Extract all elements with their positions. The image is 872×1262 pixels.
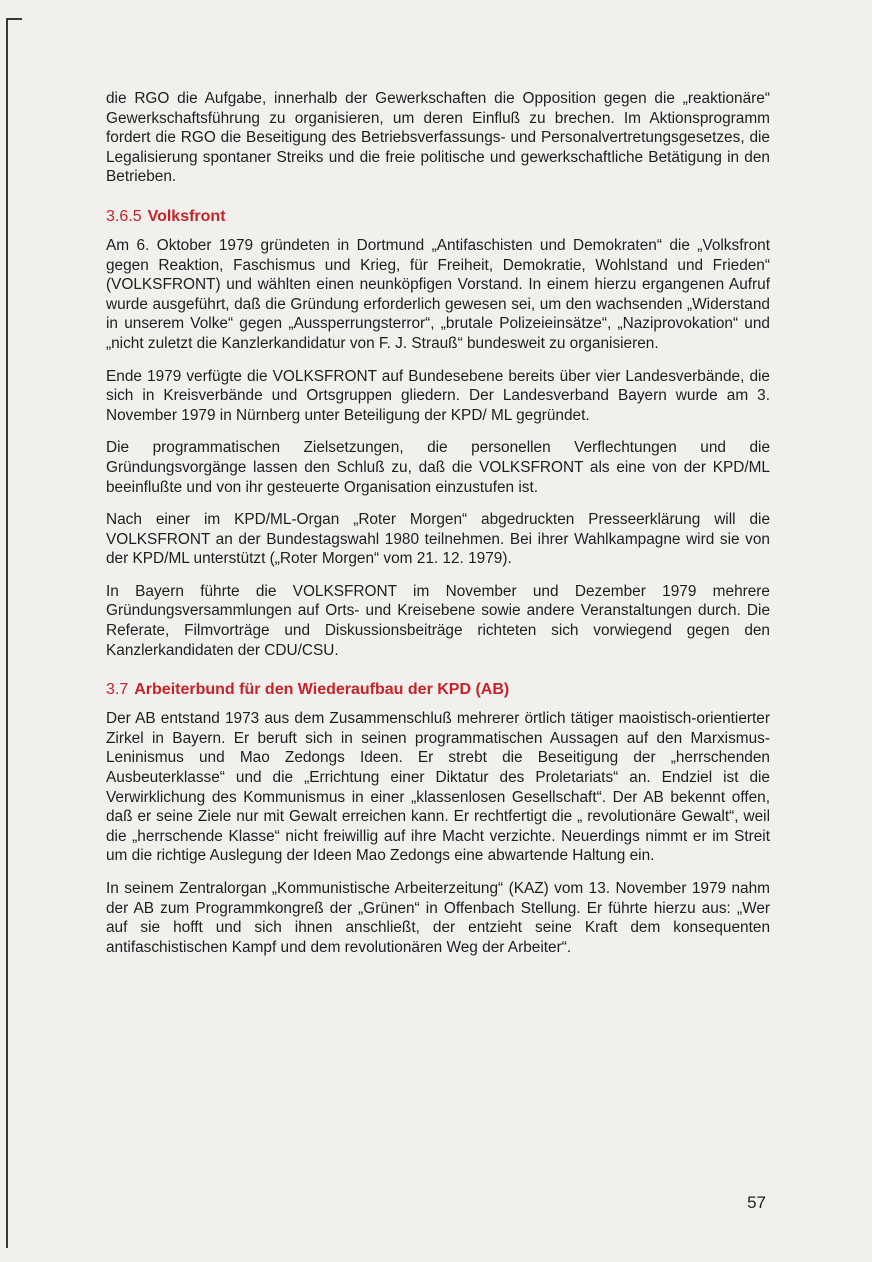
paragraph-volksfront-bayern: In Bayern führte die VOLKSFRONT im November und Dezember 1979 mehrere Gründungsversammlungen auf Orts- und Kreisebene sowie andere Veranstaltungen durch. Die Referate, Filmvorträge und Diskussionsbeiträge richteten sich vorwiegend gegen den Kanzlerkandidaten der CDU/CSU. — [106, 582, 770, 659]
page-edge-left — [6, 18, 8, 1248]
section-heading-volksfront — [106, 207, 770, 227]
section-title: Arbeiterbund für den Wiederaufbau der KPD (AB) — [134, 681, 510, 699]
paragraph-volksfront-bundestagswahl: Nach einer im KPD/ML-Organ „Roter Morgen“ abgedruckten Presseerklärung will die VOLKSFRONT an der Bundestagswahl 1980 teilnehmen. Bei ihrer Wahlkampagne wird sie von der KPD/ML unterstützt („Roter Morgen“ vom 21. 12. 1979). — [106, 511, 770, 568]
section-number: 3.6.5 — [106, 207, 142, 225]
page-edge-top — [6, 18, 22, 20]
paragraph-ab-entstehung: Der AB entstand 1973 aus dem Zusammenschluß mehrerer örtlich tätiger maoistisch-orientierter Zirkel in Bayern. Er beruft sich in seinen programmatischen Aussagen auf den Marxismus-Leninismus und Mao Zedongs Ideen. Er strebt die Beseitigung der „herrschenden Ausbeuterklasse“ und die „Errichtung einer Diktatur des Proletariats“ an. Endziel ist die Verwirklichung des Kommunismus in einer „klassenlosen Gesellschaft“. Der AB bekennt offen, daß er seine Ziele nur mit Gewalt erreichen kann. Er rechtfertigt die „ revolutionäre Gewalt“, weil die „herrschende Klasse“ nicht freiwillig auf ihre Macht verzichte. Neuerdings nimmt er im Streit um die richtige Auslegung der Ideen Mao Zedongs eine abwartende Haltung ein. — [106, 710, 770, 865]
paragraph-rgo: die RGO die Aufgabe, innerhalb der Gewerkschaften die Opposition gegen die „reaktionäre“ Gewerkschaftsführung zu organisieren, um deren Einfluß zu brechen. Im Aktionsprogramm fordert die RGO die Beseitigung des Betriebsverfassungs- und Personalvertretungsgesetzes, die Legalisierung spontaner Streiks und die freie politische und gewerkschaftliche Betätigung in den Betrieben. — [106, 90, 770, 186]
paragraph-volksfront-einstufung: Die programmatischen Zielsetzungen, die personellen Verflechtungen und die Gründungsvorgänge lassen den Schluß zu, daß die VOLKSFRONT als eine von der KPD/ML beeinflußte und von ihr gesteuerte Organisation einzustufen ist. — [106, 439, 770, 496]
paragraph-ab-kaz: In seinem Zentralorgan „Kommunistische Arbeiterzeitung“ (KAZ) vom 13. November 1979 nahm der AB zum Programmkongreß der „Grünen“ in Offenbach Stellung. Er führte hierzu aus: „Wer auf sie hofft und sich ihnen anschließt, der entzieht seine Kraft dem konsequenten antifaschistischen Kampf und dem revolutionären Weg der Arbeiter“. — [106, 880, 770, 956]
section-number: 3.7 — [106, 681, 129, 699]
paragraph-volksfront-landesverbaende: Ende 1979 verfügte die VOLKSFRONT auf Bundesebene bereits über vier Landesverbände, die sich in Kreisverbände und Ortsgruppen gliedern. Der Landesverband Bayern wurde am 3. November 1979 in Nürnberg unter Beteiligung der KPD/ ML gegründet. — [106, 367, 770, 424]
paragraph-volksfront-founding: Am 6. Oktober 1979 gründeten in Dortmund „Antifaschisten und Demokraten“ die „Volksfront gegen Reaktion, Faschismus und Krieg, für Freiheit, Demokratie, Wohlstand und Frieden“ (VOLKSFRONT) und wählten einen neunköpfigen Vorstand. In einem hierzu ergangenen Aufruf wurde ausgeführt, daß die Gründung erforderlich gewesen sei, um den wachsenden „Widerstand in unserem Volke“ gegen „Aussperrungsterror“, „brutale Polizeieinsätze“, „Naziprovokation“ und „nicht zuletzt die Kanzlerkandidatur von F. J. Strauß“ bundesweit zu organisieren. — [106, 236, 770, 352]
section-title: Volksfront — [147, 207, 226, 225]
section-heading-arbeiterbund — [106, 680, 770, 700]
page-content — [106, 89, 770, 970]
page-number: 57 — [747, 1193, 766, 1212]
